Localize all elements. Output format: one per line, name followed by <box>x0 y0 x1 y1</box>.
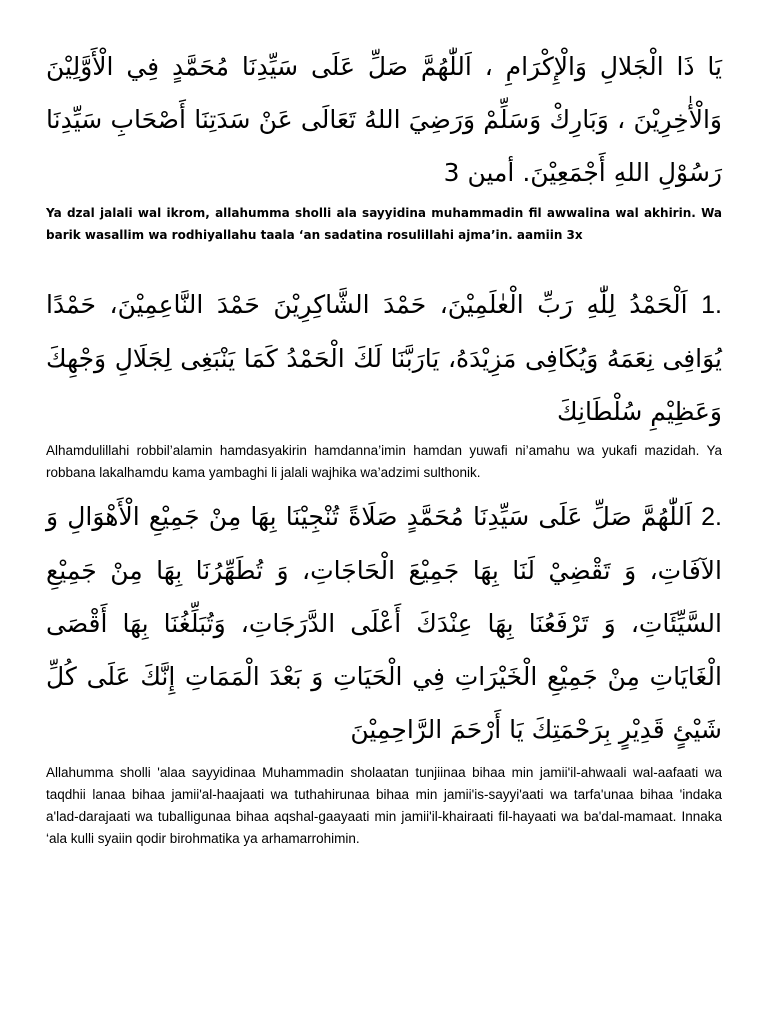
transliteration-2: Alhamdulillahi robbil’alamin hamdasyakirin hamdanna’imin hamdan yuwafi ni’amahu wa yukafi mazidah. Ya robbana lakalhamdu kama yambaghi li jalali wajhika wa’adzimi sulthonik. <box>46 443 722 480</box>
arabic-text: يَا ذَا الْجَلالِ وَالْإِكْرَامِ ، اَللّٰهُمَّ صَلِّ عَلَى سَيِّدِنَا مُحَمَّدٍ فِي الْأَوَّلِيْنَ وَالْأٰخِرِيْنَ ، وَبَارِكْ وَسَلِّمْ وَرَضِيَ اللهُ تَعَالَى عَنْ سَدَتِنَا أَصْحَابِ سَيِّدِنَا رَسُوْلِ اللهِ أَجْمَعِيْنَ. أمين 3 <box>46 52 722 187</box>
arabic-prayer-2 <box>46 278 722 438</box>
arabic-prayer-3 <box>46 490 722 756</box>
arabic-prayer-1 <box>46 40 722 199</box>
arabic-text: اَللّٰهُمَّ صَلِّ عَلَى سَيِّدِنَا مُحَمَّدٍ صَلَاةً تُنْجِيْنَا بِهَا مِنْ جَمِيْعِ الْأَهْوَالِ وَ الآفَاتِ، وَ تَقْضِيْ لَنَا بِهَا جَمِيْعَ الْحَاجَاتِ، وَ تُطَهِّرُنَا بِهَا مِنْ جَمِيْعِ السَّيِّئَاتِ، وَ تَرْفَعُنَا بِهَا عِنْدَكَ أَعْلَى الدَّرَجَاتِ، وَتُبَلِّغُنَا بِهَا أَقْصَى الْغَايَاتِ مِنْ جَمِيْعِ الْخَيْرَاتِ فِي الْحَيَاتِ وَ بَعْدَ الْمَمَاتِ إِنَّكَ عَلَى كُلِّ شَيْئٍ قَدِيْرٍ بِرَحْمَتِكَ يَا أَرْحَمَ الرَّاحِمِيْنَ <box>46 502 722 744</box>
item-number: 2. <box>701 503 722 531</box>
item-number: 1. <box>701 291 722 319</box>
transliteration-1: Ya dzal jalali wal ikrom, allahumma sholli ala sayyidina muhammadin fil awwalina wal akhirin. Wa barik wasallim wa rodhiyallahu taala ‘an sadatina rosulillahi ajma’in. aamiin 3x <box>46 206 722 242</box>
arabic-text: اَلْحَمْدُ لِلّٰهِ رَبِّ الْعٰلَمِيْنَ، حَمْدَ الشَّاكِرِيْنَ حَمْدَ النَّاعِمِيْنَ، حَمْدًا يُوَافِى نِعَمَهُ وَيُكَافِى مَزِيْدَهُ، يَارَبَّنَا لَكَ الْحَمْدُ كَمَا يَنْبَغِى لِجَلَالِ وَجْهِكَ وَعَظِيْمِ سُلْطَانِكَ <box>46 290 722 426</box>
transliteration-3: Allahumma sholli 'alaa sayyidinaa Muhammadin sholaatan tunjiinaa bihaa min jamii'il-ahwaali wal-aafaati wa taqdhii lanaa bihaa jamii'al-haajaati wa tuthahirunaa bihaa min jamii'is-sayyi'aati wa tarfa'unaa bihaa 'indaka a'lad-darajaati wa tuballigunaa bihaa aqshal-gaayaati min jamii'il-khairaati fil-hayaati wa ba'dal-mamaat. Innaka ‘ala kulli syaiin qodir birohmatika ya arhamarrohimin. <box>46 765 722 846</box>
